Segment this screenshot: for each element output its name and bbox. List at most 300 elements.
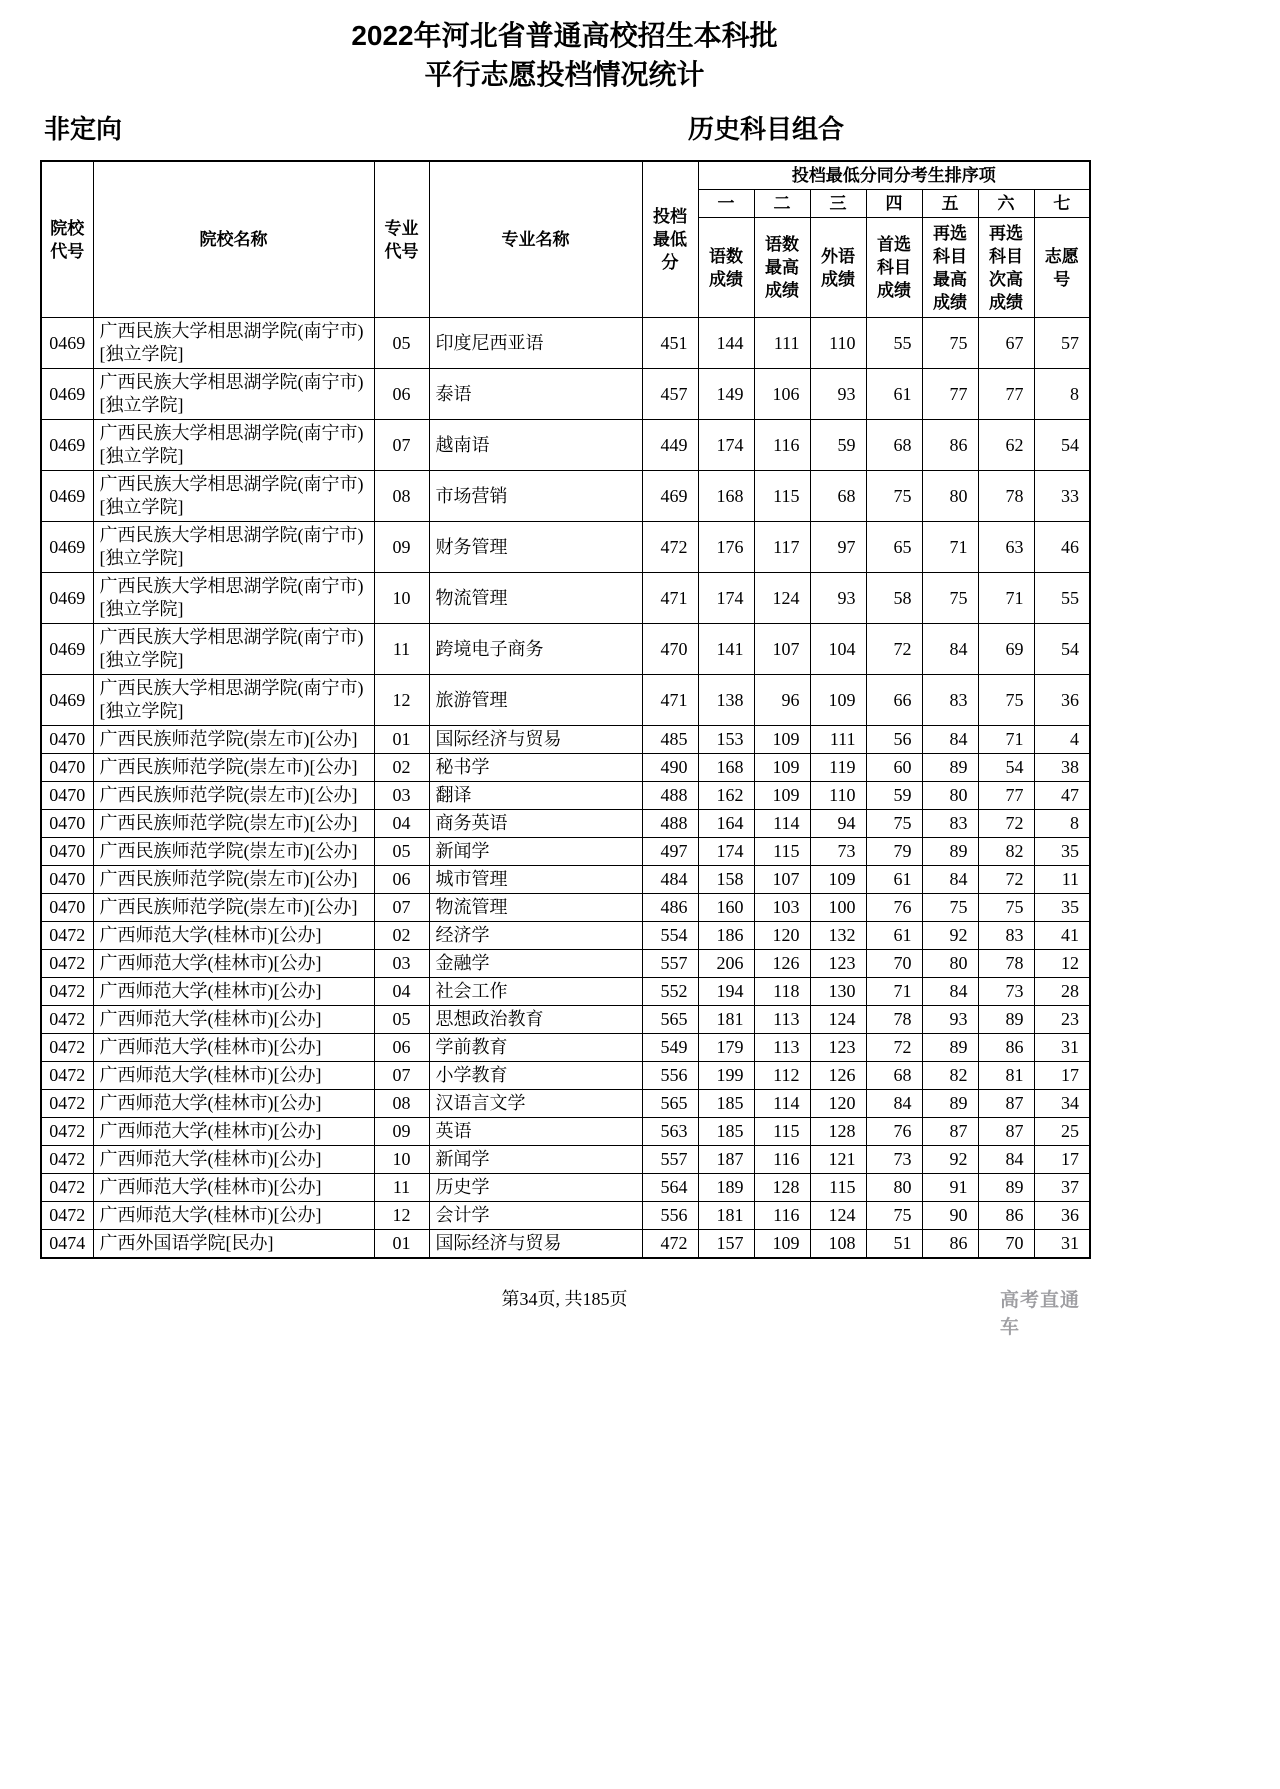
cell-tiebreak-6: 73 bbox=[978, 978, 1034, 1006]
cell-major-name: 汉语言文学 bbox=[429, 1090, 642, 1118]
cell-min-score: 490 bbox=[642, 754, 698, 782]
cell-tiebreak-7: 23 bbox=[1034, 1006, 1090, 1034]
cell-school-name: 广西师范大学(桂林市)[公办] bbox=[93, 1034, 374, 1062]
cell-min-score: 549 bbox=[642, 1034, 698, 1062]
cell-tiebreak-2: 124 bbox=[754, 573, 810, 624]
cell-tiebreak-2: 117 bbox=[754, 522, 810, 573]
cell-tiebreak-1: 185 bbox=[698, 1090, 754, 1118]
cell-tiebreak-6: 78 bbox=[978, 471, 1034, 522]
cell-tiebreak-7: 34 bbox=[1034, 1090, 1090, 1118]
cell-major-code: 02 bbox=[374, 754, 429, 782]
cell-school-name: 广西民族大学相思湖学院(南宁市)[独立学院] bbox=[93, 522, 374, 573]
cell-tiebreak-7: 8 bbox=[1034, 369, 1090, 420]
cell-major-code: 09 bbox=[374, 522, 429, 573]
cell-major-name: 思想政治教育 bbox=[429, 1006, 642, 1034]
cell-tiebreak-4: 75 bbox=[866, 810, 922, 838]
cell-school-name: 广西民族大学相思湖学院(南宁市)[独立学院] bbox=[93, 318, 374, 369]
cell-tiebreak-2: 96 bbox=[754, 675, 810, 726]
cell-school-code: 0469 bbox=[41, 573, 93, 624]
cell-tiebreak-3: 123 bbox=[810, 950, 866, 978]
cell-tiebreak-4: 51 bbox=[866, 1230, 922, 1259]
cell-tiebreak-5: 86 bbox=[922, 1230, 978, 1259]
cell-school-name: 广西外国语学院[民办] bbox=[93, 1230, 374, 1259]
cell-tiebreak-7: 36 bbox=[1034, 1202, 1090, 1230]
table-row bbox=[41, 1146, 1090, 1174]
cell-tiebreak-5: 84 bbox=[922, 866, 978, 894]
cell-tiebreak-6: 86 bbox=[978, 1034, 1034, 1062]
cell-tiebreak-4: 72 bbox=[866, 1034, 922, 1062]
cell-school-name: 广西民族大学相思湖学院(南宁市)[独立学院] bbox=[93, 675, 374, 726]
cell-tiebreak-1: 189 bbox=[698, 1174, 754, 1202]
cell-min-score: 484 bbox=[642, 866, 698, 894]
cell-tiebreak-6: 87 bbox=[978, 1090, 1034, 1118]
cell-min-score: 554 bbox=[642, 922, 698, 950]
table-row bbox=[41, 675, 1090, 726]
cell-tiebreak-6: 71 bbox=[978, 573, 1034, 624]
cell-min-score: 557 bbox=[642, 1146, 698, 1174]
table-row bbox=[41, 420, 1090, 471]
cell-tiebreak-2: 128 bbox=[754, 1174, 810, 1202]
cell-tiebreak-1: 149 bbox=[698, 369, 754, 420]
cell-tiebreak-2: 107 bbox=[754, 624, 810, 675]
cell-school-code: 0469 bbox=[41, 624, 93, 675]
cell-tiebreak-2: 118 bbox=[754, 978, 810, 1006]
cell-tiebreak-2: 109 bbox=[754, 726, 810, 754]
cell-tiebreak-1: 168 bbox=[698, 754, 754, 782]
cell-tiebreak-7: 8 bbox=[1034, 810, 1090, 838]
cell-major-code: 10 bbox=[374, 573, 429, 624]
cell-tiebreak-3: 130 bbox=[810, 978, 866, 1006]
cell-major-code: 11 bbox=[374, 624, 429, 675]
cell-tiebreak-2: 116 bbox=[754, 1146, 810, 1174]
cell-tiebreak-5: 89 bbox=[922, 838, 978, 866]
cell-min-score: 563 bbox=[642, 1118, 698, 1146]
cell-tiebreak-6: 86 bbox=[978, 1202, 1034, 1230]
cell-tiebreak-3: 59 bbox=[810, 420, 866, 471]
cell-tiebreak-7: 28 bbox=[1034, 978, 1090, 1006]
cell-school-code: 0472 bbox=[41, 1118, 93, 1146]
cell-major-name: 物流管理 bbox=[429, 573, 642, 624]
cell-tiebreak-2: 126 bbox=[754, 950, 810, 978]
cell-school-code: 0472 bbox=[41, 978, 93, 1006]
cell-school-name: 广西师范大学(桂林市)[公办] bbox=[93, 978, 374, 1006]
cell-tiebreak-1: 141 bbox=[698, 624, 754, 675]
admission-score-table bbox=[40, 160, 1091, 1259]
cell-tiebreak-1: 176 bbox=[698, 522, 754, 573]
cell-tiebreak-2: 114 bbox=[754, 1090, 810, 1118]
cell-tiebreak-6: 67 bbox=[978, 318, 1034, 369]
cell-tiebreak-5: 84 bbox=[922, 726, 978, 754]
cell-tiebreak-3: 121 bbox=[810, 1146, 866, 1174]
cell-tiebreak-4: 70 bbox=[866, 950, 922, 978]
table-row bbox=[41, 894, 1090, 922]
cell-tiebreak-3: 109 bbox=[810, 675, 866, 726]
table-body bbox=[41, 318, 1090, 1259]
cell-tiebreak-1: 160 bbox=[698, 894, 754, 922]
cell-major-name: 泰语 bbox=[429, 369, 642, 420]
cell-major-name: 学前教育 bbox=[429, 1034, 642, 1062]
cell-major-code: 05 bbox=[374, 838, 429, 866]
cell-tiebreak-1: 158 bbox=[698, 866, 754, 894]
cell-min-score: 485 bbox=[642, 726, 698, 754]
cell-tiebreak-6: 77 bbox=[978, 369, 1034, 420]
cell-tiebreak-1: 138 bbox=[698, 675, 754, 726]
cell-tiebreak-2: 113 bbox=[754, 1034, 810, 1062]
cell-tiebreak-4: 58 bbox=[866, 573, 922, 624]
cell-tiebreak-2: 115 bbox=[754, 838, 810, 866]
table-row bbox=[41, 1118, 1090, 1146]
cell-tiebreak-3: 111 bbox=[810, 726, 866, 754]
page-title bbox=[40, 16, 1089, 94]
cell-major-code: 11 bbox=[374, 1174, 429, 1202]
cell-tiebreak-1: 174 bbox=[698, 838, 754, 866]
header-major-name: 专业名称 bbox=[429, 161, 642, 318]
cell-tiebreak-5: 84 bbox=[922, 624, 978, 675]
cell-school-code: 0470 bbox=[41, 866, 93, 894]
cell-tiebreak-7: 31 bbox=[1034, 1034, 1090, 1062]
cell-tiebreak-7: 17 bbox=[1034, 1146, 1090, 1174]
cell-tiebreak-3: 124 bbox=[810, 1202, 866, 1230]
cell-tiebreak-3: 73 bbox=[810, 838, 866, 866]
cell-major-code: 07 bbox=[374, 420, 429, 471]
cell-tiebreak-3: 108 bbox=[810, 1230, 866, 1259]
cell-major-name: 金融学 bbox=[429, 950, 642, 978]
cell-tiebreak-5: 80 bbox=[922, 471, 978, 522]
cell-school-name: 广西民族师范学院(崇左市)[公办] bbox=[93, 894, 374, 922]
cell-major-name: 小学教育 bbox=[429, 1062, 642, 1090]
table-row bbox=[41, 573, 1090, 624]
cell-tiebreak-6: 54 bbox=[978, 754, 1034, 782]
table-row bbox=[41, 369, 1090, 420]
table-row bbox=[41, 1202, 1090, 1230]
header-tie-6: 六 bbox=[978, 190, 1034, 218]
cell-tiebreak-1: 179 bbox=[698, 1034, 754, 1062]
cell-tiebreak-3: 93 bbox=[810, 573, 866, 624]
cell-major-code: 06 bbox=[374, 369, 429, 420]
cell-min-score: 564 bbox=[642, 1174, 698, 1202]
cell-tiebreak-4: 68 bbox=[866, 1062, 922, 1090]
cell-min-score: 556 bbox=[642, 1062, 698, 1090]
cell-tiebreak-3: 128 bbox=[810, 1118, 866, 1146]
cell-tiebreak-3: 97 bbox=[810, 522, 866, 573]
cell-major-code: 08 bbox=[374, 1090, 429, 1118]
cell-tiebreak-3: 115 bbox=[810, 1174, 866, 1202]
cell-tiebreak-2: 115 bbox=[754, 471, 810, 522]
cell-major-code: 01 bbox=[374, 1230, 429, 1259]
cell-tiebreak-2: 114 bbox=[754, 810, 810, 838]
cell-tiebreak-7: 25 bbox=[1034, 1118, 1090, 1146]
cell-tiebreak-7: 35 bbox=[1034, 838, 1090, 866]
cell-tiebreak-5: 71 bbox=[922, 522, 978, 573]
cell-school-code: 0469 bbox=[41, 522, 93, 573]
table-row bbox=[41, 866, 1090, 894]
table-row bbox=[41, 922, 1090, 950]
cell-tiebreak-2: 115 bbox=[754, 1118, 810, 1146]
header-tie-5: 五 bbox=[922, 190, 978, 218]
cell-tiebreak-4: 76 bbox=[866, 1118, 922, 1146]
table-row bbox=[41, 318, 1090, 369]
cell-tiebreak-4: 75 bbox=[866, 471, 922, 522]
cell-tiebreak-5: 83 bbox=[922, 675, 978, 726]
cell-major-code: 07 bbox=[374, 894, 429, 922]
cell-min-score: 565 bbox=[642, 1006, 698, 1034]
header-school-name: 院校名称 bbox=[93, 161, 374, 318]
cell-school-code: 0470 bbox=[41, 754, 93, 782]
cell-major-name: 历史学 bbox=[429, 1174, 642, 1202]
cell-min-score: 488 bbox=[642, 810, 698, 838]
cell-tiebreak-4: 72 bbox=[866, 624, 922, 675]
cell-tiebreak-7: 57 bbox=[1034, 318, 1090, 369]
header-reselect-subject-max-score: 再选科目最高成绩 bbox=[922, 218, 978, 318]
cell-tiebreak-7: 47 bbox=[1034, 782, 1090, 810]
cell-min-score: 497 bbox=[642, 838, 698, 866]
cell-tiebreak-2: 116 bbox=[754, 1202, 810, 1230]
cell-min-score: 471 bbox=[642, 573, 698, 624]
header-min-score: 投档最低分 bbox=[642, 161, 698, 318]
cell-tiebreak-4: 60 bbox=[866, 754, 922, 782]
header-chinese-math-max-score: 语数最高成绩 bbox=[754, 218, 810, 318]
cell-tiebreak-4: 73 bbox=[866, 1146, 922, 1174]
cell-min-score: 488 bbox=[642, 782, 698, 810]
table-row bbox=[41, 1230, 1090, 1259]
cell-tiebreak-7: 4 bbox=[1034, 726, 1090, 754]
cell-school-name: 广西民族师范学院(崇左市)[公办] bbox=[93, 782, 374, 810]
cell-major-name: 旅游管理 bbox=[429, 675, 642, 726]
cell-major-code: 02 bbox=[374, 922, 429, 950]
header-foreign-language-score: 外语成绩 bbox=[810, 218, 866, 318]
cell-school-code: 0472 bbox=[41, 1062, 93, 1090]
cell-major-name: 财务管理 bbox=[429, 522, 642, 573]
cell-tiebreak-1: 174 bbox=[698, 420, 754, 471]
cell-tiebreak-3: 110 bbox=[810, 782, 866, 810]
header-chinese-math-score: 语数成绩 bbox=[698, 218, 754, 318]
cell-tiebreak-1: 153 bbox=[698, 726, 754, 754]
header-major-code: 专业代号 bbox=[374, 161, 429, 318]
cell-major-code: 04 bbox=[374, 810, 429, 838]
cell-tiebreak-4: 78 bbox=[866, 1006, 922, 1034]
cell-tiebreak-5: 87 bbox=[922, 1118, 978, 1146]
table-row bbox=[41, 754, 1090, 782]
cell-tiebreak-3: 120 bbox=[810, 1090, 866, 1118]
cell-tiebreak-6: 87 bbox=[978, 1118, 1034, 1146]
cell-tiebreak-1: 199 bbox=[698, 1062, 754, 1090]
cell-major-code: 09 bbox=[374, 1118, 429, 1146]
cell-school-code: 0474 bbox=[41, 1230, 93, 1259]
cell-tiebreak-1: 206 bbox=[698, 950, 754, 978]
cell-school-name: 广西师范大学(桂林市)[公办] bbox=[93, 1118, 374, 1146]
header-school-code: 院校代号 bbox=[41, 161, 93, 318]
cell-tiebreak-5: 89 bbox=[922, 754, 978, 782]
cell-tiebreak-5: 89 bbox=[922, 1034, 978, 1062]
cell-school-code: 0472 bbox=[41, 1090, 93, 1118]
table-row bbox=[41, 726, 1090, 754]
cell-tiebreak-6: 72 bbox=[978, 866, 1034, 894]
cell-tiebreak-4: 80 bbox=[866, 1174, 922, 1202]
cell-tiebreak-3: 132 bbox=[810, 922, 866, 950]
cell-tiebreak-3: 109 bbox=[810, 866, 866, 894]
cell-school-code: 0472 bbox=[41, 1146, 93, 1174]
cell-tiebreak-6: 72 bbox=[978, 810, 1034, 838]
footer bbox=[40, 1285, 1089, 1338]
cell-tiebreak-3: 123 bbox=[810, 1034, 866, 1062]
cell-tiebreak-5: 84 bbox=[922, 978, 978, 1006]
cell-tiebreak-6: 63 bbox=[978, 522, 1034, 573]
cell-tiebreak-2: 109 bbox=[754, 754, 810, 782]
cell-min-score: 472 bbox=[642, 1230, 698, 1259]
cell-min-score: 472 bbox=[642, 522, 698, 573]
cell-tiebreak-5: 91 bbox=[922, 1174, 978, 1202]
cell-major-name: 印度尼西亚语 bbox=[429, 318, 642, 369]
cell-school-name: 广西民族师范学院(崇左市)[公办] bbox=[93, 726, 374, 754]
cell-min-score: 552 bbox=[642, 978, 698, 1006]
header-tie-2: 二 bbox=[754, 190, 810, 218]
cell-tiebreak-7: 38 bbox=[1034, 754, 1090, 782]
document-page bbox=[40, 0, 1089, 1338]
cell-major-name: 翻译 bbox=[429, 782, 642, 810]
cell-major-code: 08 bbox=[374, 471, 429, 522]
cell-school-code: 0469 bbox=[41, 369, 93, 420]
cell-major-name: 国际经济与贸易 bbox=[429, 1230, 642, 1259]
cell-min-score: 557 bbox=[642, 950, 698, 978]
cell-tiebreak-1: 168 bbox=[698, 471, 754, 522]
cell-tiebreak-5: 80 bbox=[922, 782, 978, 810]
header-tie-7: 七 bbox=[1034, 190, 1090, 218]
cell-min-score: 449 bbox=[642, 420, 698, 471]
cell-major-code: 07 bbox=[374, 1062, 429, 1090]
cell-tiebreak-3: 119 bbox=[810, 754, 866, 782]
cell-school-code: 0472 bbox=[41, 1034, 93, 1062]
cell-tiebreak-2: 112 bbox=[754, 1062, 810, 1090]
cell-tiebreak-4: 61 bbox=[866, 922, 922, 950]
table-row bbox=[41, 1174, 1090, 1202]
cell-tiebreak-5: 89 bbox=[922, 1090, 978, 1118]
cell-tiebreak-4: 75 bbox=[866, 1202, 922, 1230]
cell-tiebreak-4: 79 bbox=[866, 838, 922, 866]
cell-tiebreak-3: 126 bbox=[810, 1062, 866, 1090]
cell-major-name: 经济学 bbox=[429, 922, 642, 950]
cell-tiebreak-5: 75 bbox=[922, 318, 978, 369]
cell-tiebreak-4: 61 bbox=[866, 369, 922, 420]
cell-school-name: 广西师范大学(桂林市)[公办] bbox=[93, 950, 374, 978]
cell-tiebreak-7: 35 bbox=[1034, 894, 1090, 922]
cell-tiebreak-5: 83 bbox=[922, 810, 978, 838]
cell-tiebreak-3: 100 bbox=[810, 894, 866, 922]
cell-school-code: 0469 bbox=[41, 420, 93, 471]
cell-tiebreak-6: 69 bbox=[978, 624, 1034, 675]
header-volunteer-number: 志愿号 bbox=[1034, 218, 1090, 318]
cell-tiebreak-3: 110 bbox=[810, 318, 866, 369]
cell-school-name: 广西民族师范学院(崇左市)[公办] bbox=[93, 866, 374, 894]
cell-school-code: 0470 bbox=[41, 810, 93, 838]
cell-major-name: 秘书学 bbox=[429, 754, 642, 782]
cell-tiebreak-1: 162 bbox=[698, 782, 754, 810]
cell-min-score: 457 bbox=[642, 369, 698, 420]
cell-school-name: 广西民族大学相思湖学院(南宁市)[独立学院] bbox=[93, 471, 374, 522]
section-row bbox=[40, 104, 1089, 148]
cell-tiebreak-7: 11 bbox=[1034, 866, 1090, 894]
cell-tiebreak-7: 31 bbox=[1034, 1230, 1090, 1259]
cell-school-name: 广西师范大学(桂林市)[公办] bbox=[93, 1006, 374, 1034]
cell-tiebreak-3: 93 bbox=[810, 369, 866, 420]
cell-tiebreak-5: 77 bbox=[922, 369, 978, 420]
header-tie-3: 三 bbox=[810, 190, 866, 218]
cell-tiebreak-4: 84 bbox=[866, 1090, 922, 1118]
cell-tiebreak-5: 92 bbox=[922, 1146, 978, 1174]
cell-tiebreak-1: 185 bbox=[698, 1118, 754, 1146]
cell-tiebreak-5: 93 bbox=[922, 1006, 978, 1034]
cell-tiebreak-5: 80 bbox=[922, 950, 978, 978]
cell-tiebreak-6: 62 bbox=[978, 420, 1034, 471]
cell-tiebreak-2: 106 bbox=[754, 369, 810, 420]
cell-school-code: 0470 bbox=[41, 726, 93, 754]
cell-tiebreak-5: 92 bbox=[922, 922, 978, 950]
cell-tiebreak-4: 66 bbox=[866, 675, 922, 726]
cell-school-code: 0472 bbox=[41, 1006, 93, 1034]
cell-tiebreak-7: 54 bbox=[1034, 420, 1090, 471]
cell-major-code: 03 bbox=[374, 782, 429, 810]
cell-major-code: 05 bbox=[374, 318, 429, 369]
cell-tiebreak-4: 71 bbox=[866, 978, 922, 1006]
subject-combo-label: 历史科目组合 bbox=[688, 114, 845, 144]
cell-school-name: 广西民族大学相思湖学院(南宁市)[独立学院] bbox=[93, 369, 374, 420]
cell-tiebreak-6: 89 bbox=[978, 1174, 1034, 1202]
cell-school-name: 广西师范大学(桂林市)[公办] bbox=[93, 1202, 374, 1230]
cell-major-code: 06 bbox=[374, 1034, 429, 1062]
cell-tiebreak-1: 187 bbox=[698, 1146, 754, 1174]
cell-school-code: 0472 bbox=[41, 922, 93, 950]
table-row bbox=[41, 1062, 1090, 1090]
cell-tiebreak-7: 46 bbox=[1034, 522, 1090, 573]
cell-tiebreak-1: 144 bbox=[698, 318, 754, 369]
cell-tiebreak-6: 70 bbox=[978, 1230, 1034, 1259]
table-row bbox=[41, 950, 1090, 978]
cell-tiebreak-6: 83 bbox=[978, 922, 1034, 950]
cell-tiebreak-1: 164 bbox=[698, 810, 754, 838]
table-header bbox=[41, 161, 1090, 318]
cell-major-name: 社会工作 bbox=[429, 978, 642, 1006]
cell-major-code: 01 bbox=[374, 726, 429, 754]
cell-school-name: 广西民族师范学院(崇左市)[公办] bbox=[93, 810, 374, 838]
table-row bbox=[41, 810, 1090, 838]
cell-tiebreak-6: 78 bbox=[978, 950, 1034, 978]
cell-tiebreak-2: 111 bbox=[754, 318, 810, 369]
cell-major-code: 06 bbox=[374, 866, 429, 894]
cell-major-name: 会计学 bbox=[429, 1202, 642, 1230]
cell-tiebreak-1: 157 bbox=[698, 1230, 754, 1259]
cell-tiebreak-5: 75 bbox=[922, 573, 978, 624]
header-tie-1: 一 bbox=[698, 190, 754, 218]
header-first-choice-subject-score: 首选科目成绩 bbox=[866, 218, 922, 318]
cell-school-code: 0472 bbox=[41, 1202, 93, 1230]
cell-tiebreak-2: 109 bbox=[754, 782, 810, 810]
cell-tiebreak-6: 84 bbox=[978, 1146, 1034, 1174]
cell-major-name: 商务英语 bbox=[429, 810, 642, 838]
cell-tiebreak-6: 75 bbox=[978, 894, 1034, 922]
cell-school-code: 0472 bbox=[41, 950, 93, 978]
table-row bbox=[41, 624, 1090, 675]
header-tie-4: 四 bbox=[866, 190, 922, 218]
cell-tiebreak-4: 59 bbox=[866, 782, 922, 810]
cell-min-score: 565 bbox=[642, 1090, 698, 1118]
cell-school-code: 0470 bbox=[41, 782, 93, 810]
cell-tiebreak-6: 82 bbox=[978, 838, 1034, 866]
cell-tiebreak-6: 89 bbox=[978, 1006, 1034, 1034]
cell-tiebreak-7: 55 bbox=[1034, 573, 1090, 624]
cell-tiebreak-4: 68 bbox=[866, 420, 922, 471]
cell-tiebreak-1: 194 bbox=[698, 978, 754, 1006]
cell-school-code: 0472 bbox=[41, 1174, 93, 1202]
cell-tiebreak-4: 76 bbox=[866, 894, 922, 922]
